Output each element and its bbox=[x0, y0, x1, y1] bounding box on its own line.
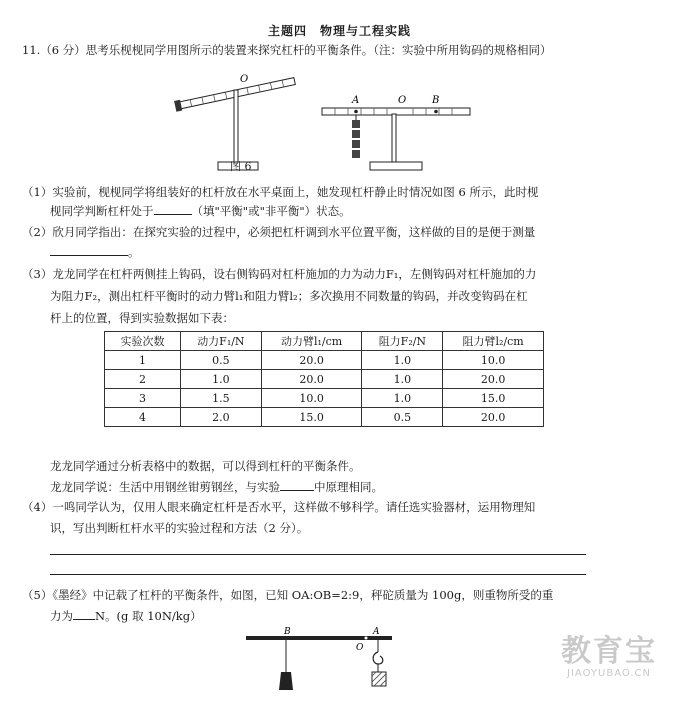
table-header: 实验次数 bbox=[105, 332, 181, 351]
steelyard-figure bbox=[240, 620, 400, 700]
part5-line-a: （5）《墨经》中记载了杠杆的平衡条件，如图，已知 OA:OB=2:9，秤砣质量为 100g，则重物所受的重 bbox=[22, 588, 554, 602]
table-cell: 20.0 bbox=[261, 370, 362, 389]
watermark bbox=[561, 636, 657, 679]
part3-line-c: 杆上的位置，得到实验数据如下表： bbox=[50, 311, 234, 325]
table-cell: 0.5 bbox=[180, 351, 261, 370]
point-label-b2: B bbox=[284, 627, 291, 637]
table-cell: 3 bbox=[105, 389, 181, 408]
table-cell: 2.0 bbox=[180, 408, 261, 427]
table-cell: 15.0 bbox=[261, 408, 362, 427]
table-cell: 20.0 bbox=[261, 351, 362, 370]
part4-line-a: （4）一鸣同学认为，仅用人眼来确定杠杆是否水平，这样做不够科学。请任选实验器材，运用物理知 bbox=[22, 500, 536, 514]
table-header: 阻力F₂/N bbox=[362, 332, 443, 351]
table-cell: 2 bbox=[105, 370, 181, 389]
table-cell: 15.0 bbox=[443, 389, 544, 408]
table-cell: 10.0 bbox=[443, 351, 544, 370]
pivot-label-o3: O bbox=[356, 643, 364, 653]
figure-6-caption: 图 6 bbox=[230, 160, 252, 173]
answer-line-2[interactable] bbox=[50, 574, 586, 575]
table-cell: 1.0 bbox=[362, 389, 443, 408]
part1-line-a: （1）实验前，枧枧同学将组装好的杠杆放在水平桌面上，她发现杠杆静止时情况如图 6 所示，此时枧 bbox=[22, 185, 539, 199]
page-title: 主题四 物理与工程实践 bbox=[267, 24, 411, 38]
table-header-row bbox=[105, 332, 544, 351]
table-cell: 20.0 bbox=[443, 408, 544, 427]
watermark-url: JIAOYUBAO.CN bbox=[567, 668, 651, 679]
answer-line-1[interactable] bbox=[50, 554, 586, 555]
table-cell: 0.5 bbox=[362, 408, 443, 427]
watermark-logo: 教育宝 bbox=[561, 634, 657, 669]
part5-line-b: 力为 N。(g 取 10N/kg） bbox=[50, 609, 202, 623]
table-row bbox=[105, 370, 544, 389]
question-intro: 11.（6 分）思考乐枧枧同学用图所示的装置来探究杠杆的平衡条件。（注：实验中所用钩码的规格相同） bbox=[22, 43, 552, 57]
point-label-a: A bbox=[352, 95, 360, 106]
table-cell: 4 bbox=[105, 408, 181, 427]
table-row bbox=[105, 408, 544, 427]
point-label-a2: A bbox=[373, 627, 380, 637]
part2-line-a: （2）欣月同学指出：在探究实验的过程中，必须把杠杆调到水平位置平衡，这样做的目的是便于测量 bbox=[22, 225, 536, 239]
answer-blank-4[interactable] bbox=[73, 607, 95, 620]
table-row bbox=[105, 351, 544, 370]
table-cell: 1.0 bbox=[362, 351, 443, 370]
table-header: 阻力臂l₂/cm bbox=[443, 332, 544, 351]
pivot-label-o2: O bbox=[398, 95, 407, 106]
part2-line-b: 。 bbox=[50, 243, 665, 261]
answer-blank-3[interactable] bbox=[280, 478, 314, 491]
table-cell: 20.0 bbox=[443, 370, 544, 389]
table-cell: 1.0 bbox=[180, 370, 261, 389]
pivot-label-o: O bbox=[240, 74, 249, 85]
point-label-b: B bbox=[432, 95, 440, 106]
table-cell: 10.0 bbox=[261, 389, 362, 408]
table-cell: 1 bbox=[105, 351, 181, 370]
data-table bbox=[104, 331, 544, 427]
balanced-lever-figure bbox=[318, 90, 478, 172]
part4-line-b: 识，写出判断杠杆水平的实验过程和方法（2 分）。 bbox=[50, 521, 309, 535]
part3-line-a: （3）龙龙同学在杠杆两侧挂上钩码，设右侧钩码对杠杆施加的力为动力F₁，左侧钩码对杠杆施加的力 bbox=[22, 267, 537, 281]
table-cell: 1.0 bbox=[362, 370, 443, 389]
part3-line-b: 为阻力F₂，测出杠杆平衡时的动力臂l₁和阻力臂l₂；多次换用不同数量的钩码，并改变钩码在杠 bbox=[50, 289, 528, 303]
part1-line-b: 枧同学判断杠杆处于 （填"平衡"或"非平衡"）状态。 bbox=[50, 204, 351, 218]
table-header: 动力F₁/N bbox=[180, 332, 261, 351]
table-header: 动力臂l₁/cm bbox=[261, 332, 362, 351]
table-cell: 1.5 bbox=[180, 389, 261, 408]
part3-conclusion: 龙龙同学通过分析表格中的数据，可以得到杠杆的平衡条件。 bbox=[50, 459, 361, 473]
answer-blank-2[interactable] bbox=[50, 243, 128, 256]
part3-pliers-line: 龙龙同学说：生活中用钢丝钳剪钢丝，与实验 中原理相同。 bbox=[50, 480, 383, 494]
table-row bbox=[105, 389, 544, 408]
answer-blank-1[interactable] bbox=[154, 202, 192, 215]
